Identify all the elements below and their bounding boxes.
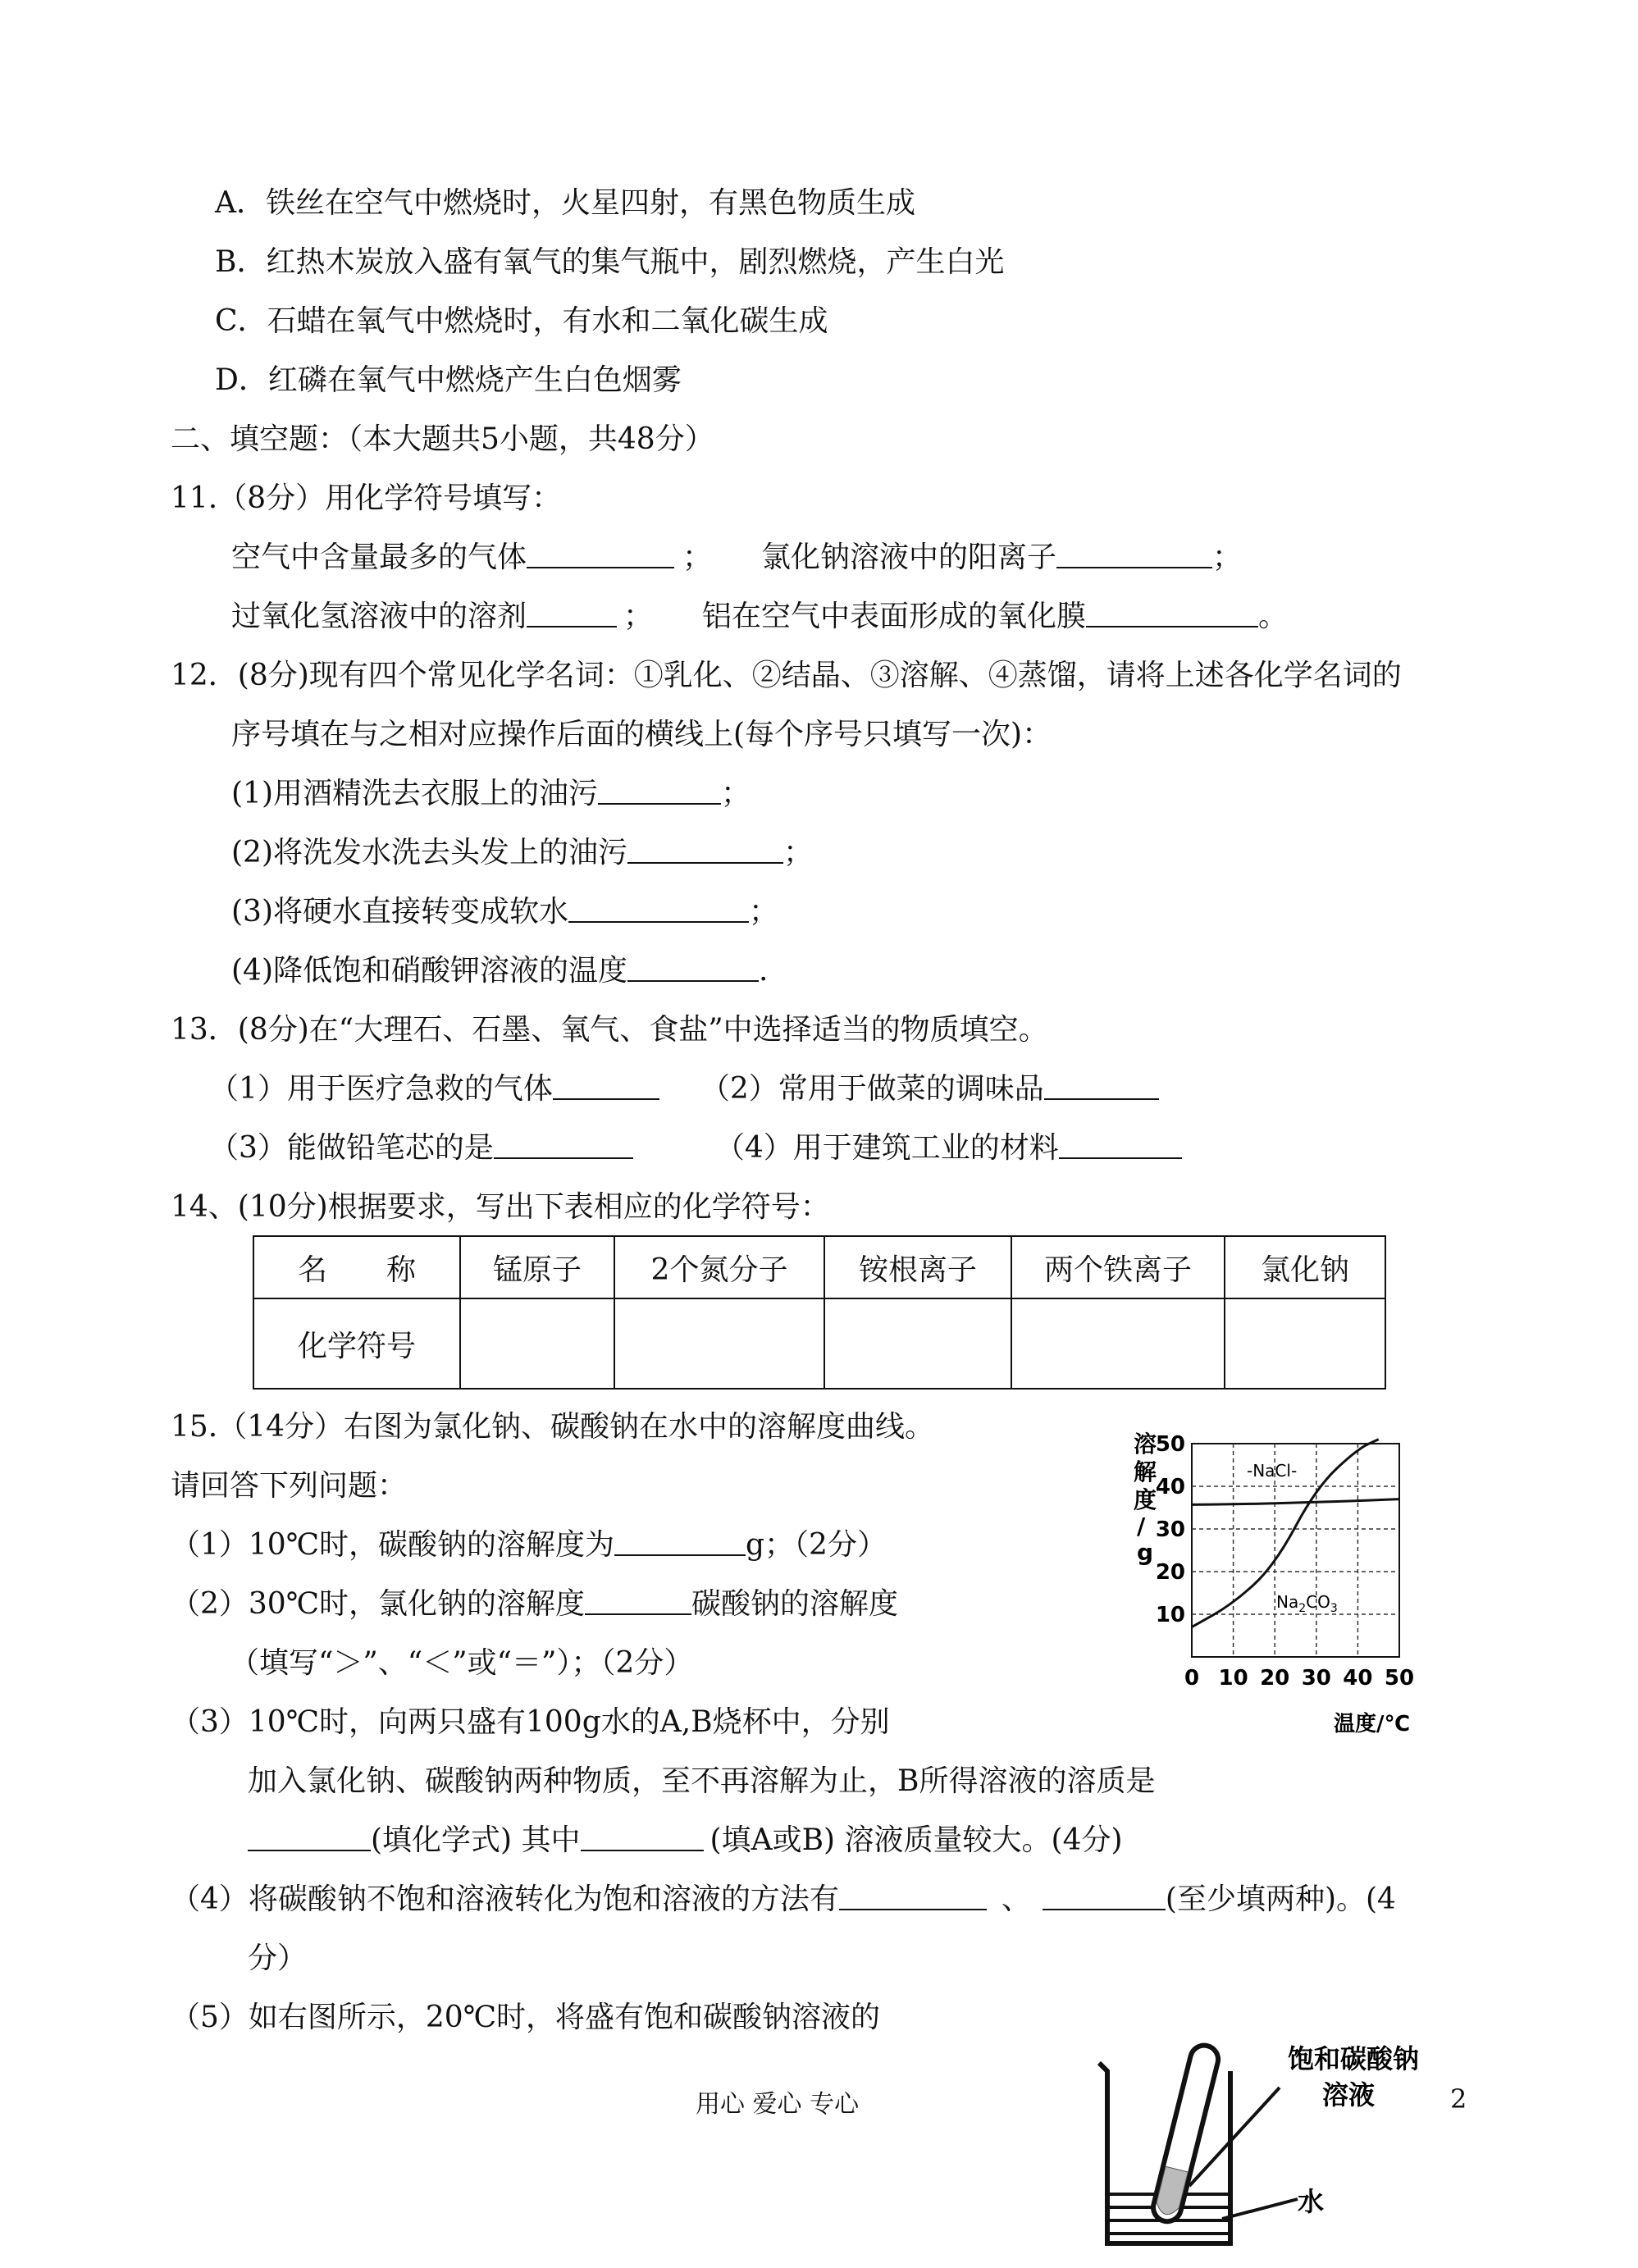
q15-item-4-d: 分） bbox=[248, 1942, 308, 1975]
q12-item-1-end: ； bbox=[721, 777, 751, 810]
q15-item-2-a: （2）30℃时，氯化钠的溶解度 bbox=[171, 1587, 585, 1621]
q15-item-4 bbox=[171, 1882, 1396, 1918]
option-d: D．红磷在氧气中燃烧产生白色烟雾 bbox=[215, 363, 682, 397]
table-header-cell: 两个铁离子 bbox=[1011, 1236, 1225, 1298]
answer-blank[interactable] bbox=[494, 1131, 633, 1159]
beaker-label-solution: 饱和碳酸钠 bbox=[1288, 2043, 1420, 2074]
answer-blank[interactable] bbox=[553, 1072, 659, 1100]
table-header-cell: 2个氮分子 bbox=[614, 1236, 824, 1298]
answer-cell[interactable] bbox=[824, 1298, 1011, 1389]
q14-stem: 14、(10分)根据要求，写出下表相应的化学符号： bbox=[171, 1190, 830, 1224]
q11-sep-4: 。 bbox=[1258, 600, 1289, 633]
table-header-cell: 铵根离子 bbox=[824, 1236, 1011, 1298]
pointer-line bbox=[1222, 2199, 1298, 2219]
q13-item-1: （1）用于医疗急救的气体 bbox=[209, 1072, 553, 1106]
chart-ylabel-2: 解 bbox=[1134, 1458, 1157, 1485]
x-tick-label: 40 bbox=[1343, 1666, 1373, 1691]
answer-blank[interactable] bbox=[627, 836, 783, 864]
q12-item-4 bbox=[231, 953, 768, 989]
x-tick-label: 0 bbox=[1184, 1666, 1200, 1691]
q11-prompt-3: 过氧化氢溶液中的溶剂 bbox=[231, 600, 527, 633]
beaker-label-solution-2: 溶液 bbox=[1322, 2079, 1376, 2111]
chart-ylabel-1: 溶 bbox=[1134, 1431, 1157, 1458]
y-tick-label: 40 bbox=[1155, 1475, 1185, 1499]
answer-blank[interactable] bbox=[248, 1823, 371, 1851]
q15-item-2-c: （填写“＞”、“＜”或“＝”）；（2分） bbox=[230, 1646, 694, 1680]
answer-blank[interactable] bbox=[627, 954, 759, 982]
q15-item-5: （5）如右图所示，20℃时，将盛有饱和碳酸钠溶液的 bbox=[171, 2001, 880, 2034]
q12-stem-2: 序号填在与之相对应操作后面的横线上(每个序号只填写一次)： bbox=[231, 718, 1052, 751]
answer-blank[interactable] bbox=[598, 777, 721, 805]
series-nacl-line bbox=[1192, 1499, 1399, 1505]
answer-blank[interactable] bbox=[614, 1528, 746, 1556]
q15-item-2 bbox=[171, 1586, 898, 1622]
q13-item-4: （4）用于建筑工业的材料 bbox=[714, 1131, 1059, 1165]
q11-sep-2: ； bbox=[1212, 541, 1243, 574]
q15-item-3-d: (填A或B) 溶液质量较大。(4分) bbox=[709, 1823, 1123, 1857]
answer-blank[interactable] bbox=[527, 541, 674, 568]
q12-item-2-end: ； bbox=[783, 836, 814, 869]
q12-item-1 bbox=[231, 776, 751, 812]
q12-item-4-end: . bbox=[759, 954, 769, 988]
series-label-nacl: -NaCl- bbox=[1247, 1461, 1298, 1481]
table-header-cell: 氯化钠 bbox=[1225, 1236, 1385, 1298]
q12-item-2 bbox=[231, 835, 813, 871]
q11-line2 bbox=[231, 599, 1288, 635]
q13-stem: 13．(8分)在“大理石、石墨、氧气、食盐”中选择适当的物质填空。 bbox=[171, 1013, 1048, 1047]
answer-blank[interactable] bbox=[568, 895, 749, 923]
chart-ylabel-5: g bbox=[1137, 1539, 1154, 1566]
q11-prompt-4: 铝在空气中表面形成的氧化膜 bbox=[702, 600, 1087, 633]
option-b: B．红热木炭放入盛有氧气的集气瓶中，剧烈燃烧，产生白光 bbox=[215, 245, 1005, 279]
chart-xlabel: 温度/℃ bbox=[1334, 1712, 1410, 1736]
option-a: A．铁丝在空气中燃烧时，火星四射，有黑色物质生成 bbox=[215, 186, 915, 220]
option-c: C．石蜡在氧气中燃烧时，有水和二氧化碳生成 bbox=[215, 304, 828, 338]
section-title: 二、填空题：（本大题共5小题，共48分） bbox=[171, 422, 714, 456]
page-number: 2 bbox=[1450, 2083, 1467, 2115]
q13-line-1 bbox=[209, 1071, 1159, 1107]
q13-line-2 bbox=[209, 1130, 1182, 1166]
q15-item-2-b: 碳酸钠的溶解度 bbox=[691, 1587, 899, 1621]
q15-item-1-a: （1）10℃时，碳酸钠的溶解度为 bbox=[171, 1528, 614, 1562]
q12-item-4-text: (4)降低饱和硝酸钾溶液的温度 bbox=[231, 954, 627, 988]
q15-item-3-a: （3）10℃时，向两只盛有100g水的A,B烧杯中，分别 bbox=[171, 1705, 890, 1739]
beaker-figure bbox=[1083, 2038, 1460, 2252]
answer-blank[interactable] bbox=[839, 1882, 987, 1910]
q13-item-3: （3）能做铅笔芯的是 bbox=[209, 1131, 494, 1165]
footer-motto: 用心 爱心 专心 bbox=[696, 2090, 860, 2119]
q12-stem-1: 12．(8分)现有四个常见化学名词：①乳化、②结晶、③溶解、④蒸馏，请将上述各化学名词的 bbox=[171, 659, 1402, 692]
q15-item-3-line bbox=[248, 1823, 1123, 1859]
answer-blank[interactable] bbox=[1086, 600, 1258, 627]
q11-prompt-1: 空气中含量最多的气体 bbox=[231, 541, 527, 574]
q11-line1 bbox=[231, 540, 1242, 576]
answer-cell[interactable] bbox=[1011, 1298, 1225, 1389]
x-tick-label: 10 bbox=[1218, 1666, 1248, 1691]
y-tick-label: 10 bbox=[1155, 1603, 1185, 1627]
solubility-chart bbox=[1122, 1426, 1475, 1737]
answer-blank[interactable] bbox=[581, 1823, 704, 1851]
q15-item-4-a: （4）将碳酸钠不饱和溶液转化为饱和溶液的方法有 bbox=[171, 1882, 839, 1916]
answer-blank[interactable] bbox=[527, 600, 617, 627]
q12-item-3-text: (3)将硬水直接转变成软水 bbox=[231, 895, 568, 929]
q11-prompt-2: 氯化钠溶液中的阳离子 bbox=[761, 541, 1057, 574]
x-tick-label: 30 bbox=[1301, 1666, 1331, 1691]
q15-item-4-b: 、 bbox=[1001, 1882, 1031, 1916]
answer-blank[interactable] bbox=[585, 1587, 691, 1615]
series-label-na2co3: $Na_2CO_3$ bbox=[1276, 1592, 1338, 1615]
q15-item-3-b: 加入氯化钠、碳酸钠两种物质，至不再溶解为止，B所得溶液的溶质是 bbox=[248, 1764, 1156, 1798]
q15-item-1-b: g；（2分） bbox=[746, 1528, 887, 1562]
q12-item-1-text: (1)用酒精洗去衣服上的油污 bbox=[231, 777, 598, 810]
beaker-label-water: 水 bbox=[1298, 2186, 1325, 2217]
y-tick-label: 50 bbox=[1155, 1432, 1185, 1457]
answer-blank[interactable] bbox=[1043, 1882, 1166, 1910]
q15-stem: 15.（14分）右图为氯化钠、碳酸钠在水中的溶解度曲线。 bbox=[171, 1410, 935, 1444]
q15-item-1 bbox=[171, 1527, 887, 1563]
q15-item-3-c: (填化学式) 其中 bbox=[371, 1823, 581, 1857]
chart-ylabel-3: 度 bbox=[1134, 1486, 1157, 1513]
q12-item-2-text: (2)将洗发水洗去头发上的油污 bbox=[231, 836, 627, 869]
q15-item-4-c: (至少填两种)。(4 bbox=[1165, 1882, 1396, 1916]
answer-blank[interactable] bbox=[1056, 541, 1212, 568]
x-tick-label: 50 bbox=[1384, 1666, 1415, 1691]
table-row-label: 化学符号 bbox=[253, 1298, 460, 1389]
symbol-table bbox=[253, 1235, 1386, 1390]
table-header-cell: 锰原子 bbox=[460, 1236, 614, 1298]
q15-stem-2: 请回答下列问题： bbox=[171, 1469, 408, 1503]
q13-item-2: （2）常用于做菜的调味品 bbox=[700, 1072, 1044, 1106]
chart-ylabel-4: / bbox=[1137, 1513, 1146, 1540]
answer-blank[interactable] bbox=[1059, 1131, 1182, 1159]
table-header-cell: 名 称 bbox=[253, 1236, 460, 1298]
q11-stem: 11.（8分）用化学符号填写： bbox=[171, 481, 562, 515]
x-tick-label: 20 bbox=[1260, 1666, 1290, 1691]
y-tick-label: 20 bbox=[1155, 1560, 1185, 1585]
answer-blank[interactable] bbox=[1044, 1072, 1159, 1100]
answer-cell[interactable] bbox=[1225, 1298, 1385, 1389]
q12-item-3 bbox=[231, 894, 778, 930]
q12-item-3-end: ； bbox=[749, 895, 779, 929]
answer-cell[interactable] bbox=[614, 1298, 824, 1389]
q11-sep-1: ； bbox=[682, 541, 713, 574]
q11-sep-3: ； bbox=[623, 600, 654, 633]
test-tube bbox=[1150, 2042, 1221, 2225]
answer-cell[interactable] bbox=[460, 1298, 614, 1389]
y-tick-label: 30 bbox=[1155, 1517, 1185, 1542]
